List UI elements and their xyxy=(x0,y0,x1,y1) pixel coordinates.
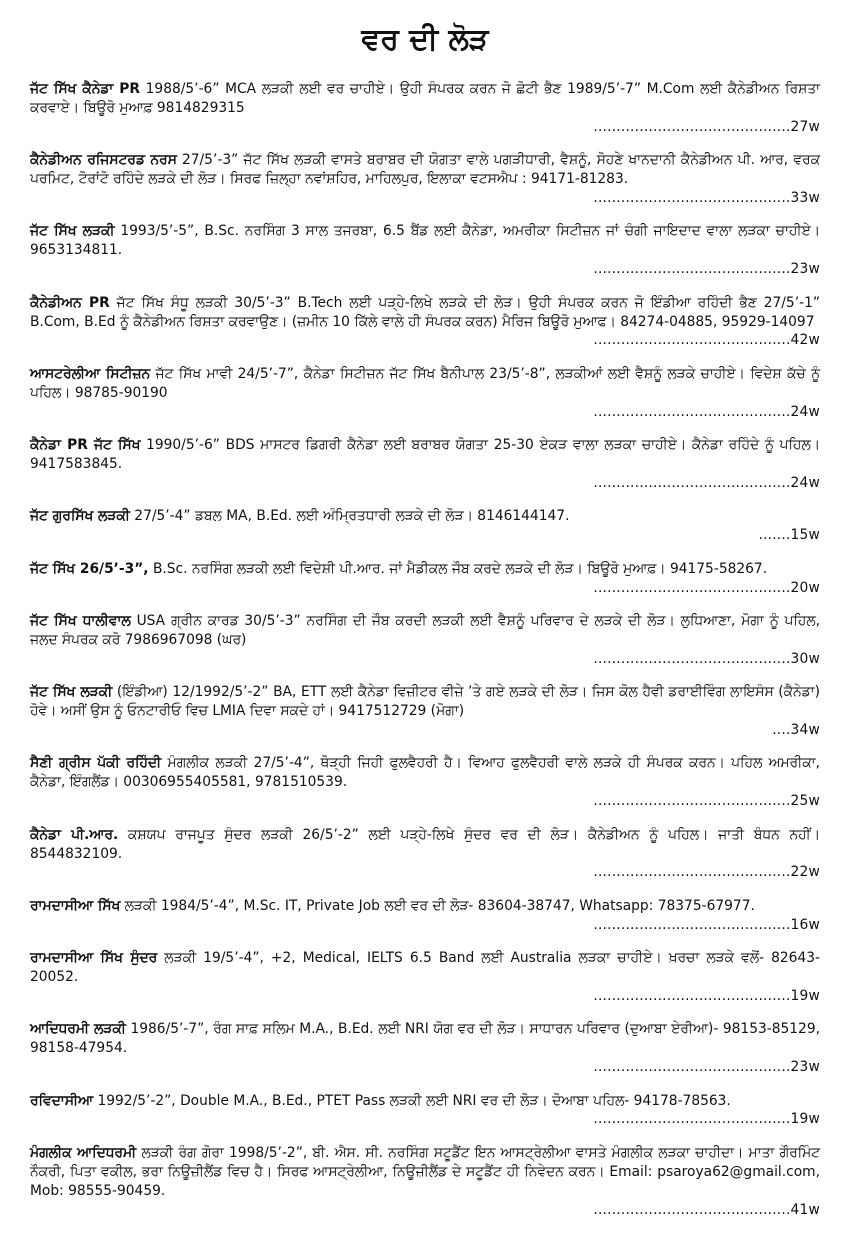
ad-code-row xyxy=(30,526,820,545)
ad-lead: ਜੱਟ ਸਿੱਖ ਕੈਨੇਡਾ PR xyxy=(30,81,141,97)
ad-entry xyxy=(30,1144,820,1220)
ad-code: ...........................................42w xyxy=(593,332,820,349)
ad-code: ...........................................23w xyxy=(593,1059,820,1076)
ad-code: ...........................................16w xyxy=(593,916,820,933)
ad-text: 1986/5’-7”, ਰੰਗ ਸਾਫ਼ ਸਲਿਮ M.A., B.Ed. ਲਈ NRI ਯੋਗ ਵਰ ਦੀ ਲੋੜ। ਸਾਧਾਰਨ ਪਰਿਵਾਰ (ਦੁਆਬਾ ਏਰੀਆ)- 98153-85129, 98158-47954. xyxy=(30,1021,820,1057)
ad-entry xyxy=(30,897,820,935)
ad-lead: ਸੈਣੀ ਗ੍ਰੀਸ ਪੱਕੀ ਰਹਿੰਦੀ xyxy=(30,755,162,772)
ad-entry xyxy=(30,826,820,883)
ad-code: ...........................................23w xyxy=(593,261,820,278)
ad-entry xyxy=(30,294,820,351)
ad-code: ....34w xyxy=(772,721,820,738)
ad-lead: ਆਸਟਰੇਲੀਆ ਸਿਟੀਜ਼ਨ xyxy=(30,365,151,382)
ad-code-row xyxy=(30,1201,820,1220)
ad-entry xyxy=(30,222,820,279)
ad-entry xyxy=(30,683,820,740)
ad-code: ...........................................24w xyxy=(593,403,820,420)
ad-entry xyxy=(30,507,820,545)
ad-lead: ਜੱਟ ਗੁਰਸਿੱਖ ਲੜਕੀ xyxy=(30,508,130,525)
ad-entry xyxy=(30,754,820,811)
ad-lead: ਜੱਟ ਸਿੱਖ ਧਾਲੀਵਾਲ xyxy=(30,612,131,629)
ad-list xyxy=(30,80,820,1220)
page-title: ਵਰ ਦੀ ਲੋੜ xyxy=(361,22,489,57)
ad-entry xyxy=(30,436,820,493)
ad-lead: ਕੈਨੇਡਾ PR ਜੱਟ ਸਿੱਖ xyxy=(30,437,141,454)
ad-code: ...........................................19w xyxy=(593,987,820,1004)
ad-entry xyxy=(30,151,820,208)
ad-lead: ਰਾਮਦਾਸੀਆ ਸਿੱਖ ਸੁੰਦਰ xyxy=(30,950,158,967)
ad-lead: ਰਵਿਦਾਸੀਆ xyxy=(30,1092,94,1109)
ad-text: 1993/5’-5”, B.Sc. ਨਰਸਿੰਗ 3 ਸਾਲ ਤਜਰਬਾ, 6.5 ਬੈਂਡ ਲਈ ਕੈਨੇਡਾ, ਅਮਰੀਕਾ ਸਿਟੀਜ਼ਨ ਜਾਂ ਚੰਗੀ ਜਾਇਦਾਦ ਵਾਲਾ ਲੜਕਾ ਚਾਹੀਏ। 9653134811. xyxy=(30,223,820,259)
ad-code-row xyxy=(30,721,820,740)
ad-text: 1992/5’-2”, Double M.A., B.Ed., PTET Pass ਲੜਕੀ ਲਈ NRI ਵਰ ਦੀ ਲੋੜ। ਦੋਆਬਾ ਪਹਿਲ- 94178-78563. xyxy=(93,1092,731,1109)
ad-code: ...........................................30w xyxy=(593,650,820,667)
ad-lead: ਕੈਨੇਡੀਅਨ ਰਜਿਸਟਰਡ ਨਰਸ xyxy=(30,152,177,169)
ad-code: ...........................................25w xyxy=(593,793,820,810)
ad-code: ...........................................33w xyxy=(593,190,820,207)
ad-code: ...........................................24w xyxy=(593,474,820,491)
ad-code-row xyxy=(30,403,820,422)
ad-code: .......15w xyxy=(758,527,820,544)
ad-entry xyxy=(30,612,820,669)
ad-code-row xyxy=(30,579,820,598)
ad-text: B.Sc. ਨਰਸਿੰਗ ਲੜਕੀ ਲਈ ਵਿਦੇਸ਼ੀ ਪੀ.ਆਰ. ਜਾਂ ਮੈਡੀਕਲ ਜੌਬ ਕਰਦੇ ਲੜਕੇ ਦੀ ਲੋੜ। ਬਿਊਰੋ ਮੁਆਫ਼। 94175-58267. xyxy=(148,560,768,577)
ad-code: ...........................................27w xyxy=(593,118,820,135)
ad-entry xyxy=(30,1020,820,1077)
ad-text: ਲੜਕੀ 19/5’-4”, +2, Medical, IELTS 6.5 Band ਲਈ Australia ਲੜਕਾ ਚਾਹੀਏ। ਖ਼ਰਚਾ ਲੜਕੇ ਵਲੋਂ- 82643-20052. xyxy=(30,950,820,986)
ad-lead: ਕੈਨੇਡਾ ਪੀ.ਆਰ. xyxy=(30,826,119,843)
ad-entry xyxy=(30,949,820,1006)
ad-text: 27/5’-3” ਜੱਟ ਸਿੱਖ ਲੜਕੀ ਵਾਸਤੇ ਬਰਾਬਰ ਦੀ ਯੋਗਤਾ ਵਾਲੇ ਪਗੜੀਧਾਰੀ, ਵੈਸ਼ਨੂੰ, ਸੋਹਣੇ ਖਾਨਦਾਨੀ ਕੈਨੇਡੀਅਨ ਪੀ. ਆਰ, ਵਰਕ ਪਰਮਿਟ, ਟੋਰਾਂਟੋ ਰਹਿੰਦੇ ਲੜਕੇ ਦੀ ਲੋੜ। ਸਿਰਫ ਜ਼ਿਲ੍ਹਾ ਨਵਾਂਸ਼ਹਿਰ, ਮਾਹਿਲਪੁਰ, ਇਲਾਕਾ ਵਟਸਐਪ : 94171-81283. xyxy=(30,152,820,188)
ad-text: ਲੜਕੀ 1984/5’-4”, M.Sc. IT, Private Job ਲਈ ਵਰ ਦੀ ਲੋੜ- 83604-38747, Whatsapp: 78375-67977. xyxy=(120,897,755,914)
ad-code-row xyxy=(30,1110,820,1129)
ad-text: (ਇੰਡੀਆ) 12/1992/5’-2” BA, ETT ਲਈ ਕੈਨੇਡਾ ਵਿਜ਼ੀਟਰ ਵੀਜ਼ੇ ’ਤੇ ਗਏ ਲੜਕੇ ਦੀ ਲੋੜ। ਜਿਸ ਕੋਲ ਹੈਵੀ ਡਰਾਈਵਿੰਗ ਲਾਇਸੰਸ (ਕੈਨੇਡਾ) ਹੋਵੇ। ਅਸੀਂ ਉਸ ਨੂੰ ਓਨਟਾਰੀਓ ਵਿਚ LMIA ਦਿਵਾ ਸਕਦੇ ਹਾਂ। 9417512729 (ਮੋਗਾ) xyxy=(30,684,820,720)
ad-code-row xyxy=(30,118,820,137)
ad-text: 1988/5’-6” MCA ਲੜਕੀ ਲਈ ਵਰ ਚਾਹੀਏ। ਉਹੀ ਸੰਪਰਕ ਕਰਨ ਜੋ ਛੋਟੀ ਭੈਣ 1989/5’-7” M.Com ਲਈ ਕੈਨੇਡੀਅਨ ਰਿਸ਼ਤਾ ਕਰਵਾਏ। ਬਿਊਰੋ ਮੁਆਫ਼ 9814829315 xyxy=(30,81,820,116)
ad-code-row xyxy=(30,863,820,882)
ad-code-row xyxy=(30,260,820,279)
ad-text: ਲੜਕੀ ਰੰਗ ਗੋਰਾ 1998/5’-2”, ਬੀ. ਐਸ. ਸੀ. ਨਰਸਿੰਗ ਸਟੂਡੈਂਟ ਇਨ ਆਸਟ੍ਰੇਲੀਆ ਵਾਸਤੇ ਮੰਗਲੀਕ ਲੜਕਾ ਚਾਹੀਦਾ। ਮਾਤਾ ਗੌਰਮਿੰਟ ਨੌਕਰੀ, ਪਿਤਾ ਵਕੀਲ, ਭਰਾ ਨਿਊਜ਼ੀਲੈਂਡ ਵਿਚ ਹੈ। ਸਿਰਫ ਆਸਟ੍ਰੇਲੀਆ, ਨਿਊਜ਼ੀਲੈਂਡ ਦੇ ਸਟੂਡੈਂਟ ਹੀ ਨਿਵੇਦਨ ਕਰਨ। Email: psaroya62@gmail.com, Mob: 98555-90459. xyxy=(30,1144,820,1199)
ad-code-row xyxy=(30,916,820,935)
ad-text: ਮੰਗਲੀਕ ਲੜਕੀ 27/5’-4”, ਥੋੜ੍ਹੀ ਜਿਹੀ ਫੁਲਵੈਹਰੀ ਹੈ। ਵਿਆਹ ਫੁਲਵੈਹਰੀ ਵਾਲੇ ਲੜਕੇ ਹੀ ਸੰਪਰਕ ਕਰਨ। ਪਹਿਲ ਅਮਰੀਕਾ, ਕੈਨੇਡਾ, ਇੰਗਲੈਂਡ। 00306955405581, 9781510539. xyxy=(30,755,820,791)
ad-lead: ਜੱਟ ਸਿੱਖ ਲੜਕੀ xyxy=(30,223,115,240)
ad-text: ਕਸ਼ਯਪ ਰਾਜਪੂਤ ਸੁੰਦਰ ਲੜਕੀ 26/5’-2” ਲਈ ਪੜ੍ਹੇ-ਲਿਖੇ ਸੁੰਦਰ ਵਰ ਦੀ ਲੋੜ। ਕੈਨੇਡੀਅਨ ਨੂੰ ਪਹਿਲ। ਜਾਤੀ ਬੰਧਨ ਨਹੀਂ। 8544832109. xyxy=(30,826,820,862)
ad-text: ਜੱਟ ਸਿੱਖ ਸੰਧੂ ਲੜਕੀ 30/5’-3” B.Tech ਲਈ ਪੜ੍ਹੇ-ਲਿਖੇ ਲੜਕੇ ਦੀ ਲੋੜ। ਉਹੀ ਸੰਪਰਕ ਕਰਨ ਜੋ ਇੰਡੀਆ ਰਹਿੰਦੀ ਭੈਣ 27/5’-1” B.Com, B.Ed ਨੂੰ ਕੈਨੇਡੀਅਨ ਰਿਸ਼ਤਾ ਕਰਵਾਉਣ। (ਜ਼ਮੀਨ 10 ਕਿੱਲੇ ਵਾਲੇ ਹੀ ਸੰਪਰਕ ਕਰਨ) ਮੈਰਿਜ ਬਿਊਰੋ ਮੁਆਫ। 84274-04885, 95929-14097 xyxy=(30,294,820,330)
ad-lead: ਰਾਮਦਾਸੀਆ ਸਿੱਖ xyxy=(30,897,121,914)
ad-lead: ਕੈਨੇਡੀਅਨ PR xyxy=(30,294,110,311)
ad-text: 1990/5’-6” BDS ਮਾਸਟਰ ਡਿਗਰੀ ਕੈਨੇਡਾ ਲਈ ਬਰਾਬਰ ਯੋਗਤਾ 25-30 ਏਕੜ ਵਾਲਾ ਲੜਕਾ ਚਾਹੀਏ। ਕੈਨੇਡਾ ਰਹਿੰਦੇ ਨੂੰ ਪਹਿਲ। 9417583845. xyxy=(30,437,820,472)
ad-code: ...........................................41w xyxy=(593,1201,820,1218)
ad-code-row xyxy=(30,474,820,493)
ad-entry xyxy=(30,80,820,137)
ad-code-row xyxy=(30,792,820,811)
ad-code-row xyxy=(30,1058,820,1077)
ad-text: USA ਗ੍ਰੀਨ ਕਾਰਡ 30/5’-3” ਨਰਸਿੰਗ ਦੀ ਜੌਬ ਕਰਦੀ ਲੜਕੀ ਲਈ ਵੈਸ਼ਨੂੰ ਪਰਿਵਾਰ ਦੇ ਲੜਕੇ ਦੀ ਲੋੜ। ਲੁਧਿਆਣਾ, ਮੋਗਾ ਨੂੰ ਪਹਿਲ, ਜਲਦ ਸੰਪਰਕ ਕਰੋ 7986967098 (ਘਰ) xyxy=(30,612,820,648)
ad-code: ...........................................22w xyxy=(593,864,820,881)
ad-entry xyxy=(30,365,820,422)
ad-lead: ਮੰਗਲੀਕ ਆਦਿਧਰਮੀ xyxy=(30,1144,137,1161)
ad-code-row xyxy=(30,650,820,669)
ad-text: 27/5’-4” ਡਬਲ MA, B.Ed. ਲਈ ਅੰਮ੍ਰਿਤਧਾਰੀ ਲੜਕੇ ਦੀ ਲੋੜ। 8146144147. xyxy=(129,508,570,525)
ad-code-row xyxy=(30,331,820,350)
ad-code-row xyxy=(30,987,820,1006)
ad-code: ...........................................20w xyxy=(593,579,820,596)
ad-lead: ਜੱਟ ਸਿੱਖ 26/5’-3”, xyxy=(30,560,149,577)
ad-lead: ਜੱਟ ਸਿੱਖ ਲੜਕੀ xyxy=(30,684,113,701)
ad-code-row xyxy=(30,189,820,208)
ad-entry xyxy=(30,1092,820,1130)
ad-lead: ਆਦਿਧਰਮੀ ਲੜਕੀ xyxy=(30,1021,126,1038)
ad-entry xyxy=(30,560,820,598)
ad-text: ਜੱਟ ਸਿੱਖ ਮਾਵੀ 24/5’-7”, ਕੈਨੇਡਾ ਸਿਟੀਜ਼ਨ ਜੱਟ ਸਿੱਖ ਬੈਨੀਪਾਲ 23/5’-8”, ਲੜਕੀਆਂ ਲਈ ਵੈਸ਼ਨੂੰ ਲੜਕੇ ਚਾਹੀਏ। ਵਿਦੇਸ਼ ਕੱਚੇ ਨੂੰ ਪਹਿਲ। 98785-90190 xyxy=(30,365,821,401)
ad-code: ...........................................19w xyxy=(593,1111,820,1128)
